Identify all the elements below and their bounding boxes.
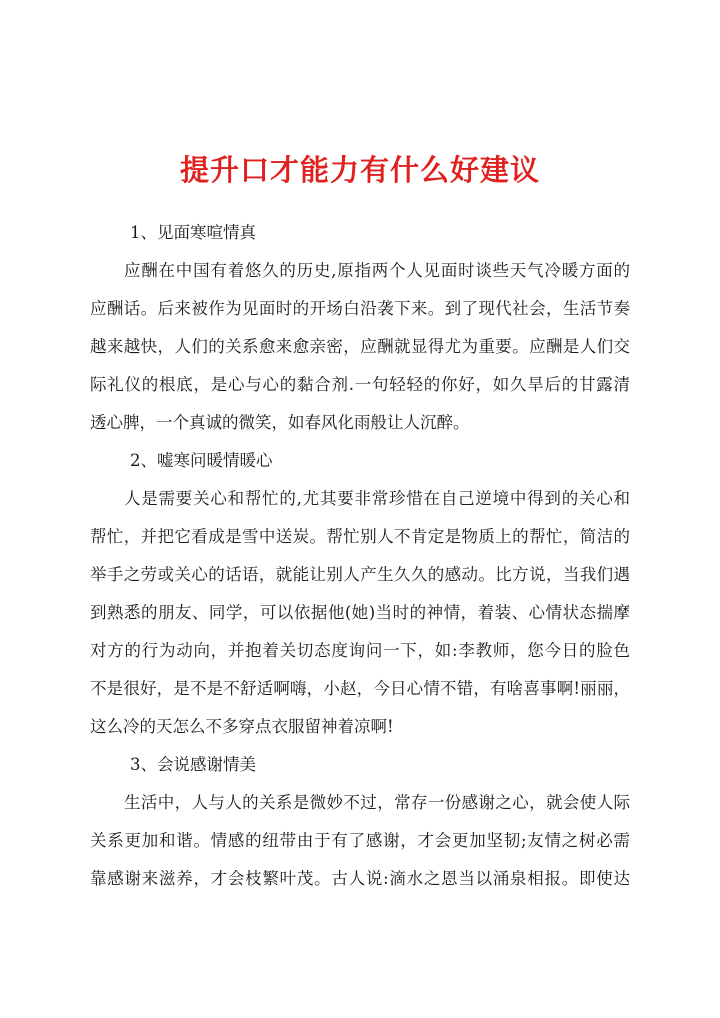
document-title: 提升口才能力有什么好建议 <box>179 153 540 187</box>
paragraph-line: 透心脾，一个真诚的微笑，如春风化雨般让人沉醉。 <box>90 413 470 432</box>
document-body <box>90 214 630 898</box>
paragraph-line: 应酬话。后来被作为见面时的开场白沿袭下来。到了现代社会，生活节奏 <box>90 299 630 318</box>
section-paragraph-2 <box>90 480 630 746</box>
paragraph-line: 生活中，人与人的关系是微妙不过，常存一份感谢之心，就会使人际 <box>124 793 630 812</box>
paragraph-line: 到熟悉的朋友、同学，可以依据他(她)当时的神情，着装、心情状态揣摩 <box>90 603 630 622</box>
section-heading-2: 2、嘘寒问暖情暖心 <box>130 451 273 470</box>
paragraph-line: 不是很好，是不是不舒适啊嗨，小赵，今日心情不错，有啥喜事啊!丽丽， <box>90 679 630 698</box>
paragraph-line: 举手之劳或关心的话语，就能让别人产生久久的感动。比方说，当我们遇 <box>90 565 630 584</box>
section-paragraph-1 <box>90 252 630 442</box>
paragraph-line: 际礼仪的根底，是心与心的黏合剂.一句轻轻的你好，如久旱后的甘露清 <box>90 375 630 394</box>
section-heading-3: 3、会说感谢情美 <box>130 755 256 774</box>
paragraph-line: 帮忙，并把它看成是雪中送炭。帮忙别人不肯定是物质上的帮忙，简洁的 <box>90 527 630 546</box>
section-paragraph-3 <box>90 784 630 898</box>
paragraph-line: 应酬在中国有着悠久的历史,原指两个人见面时谈些天气冷暖方面的 <box>124 261 630 280</box>
paragraph-line: 关系更加和谐。情感的纽带由于有了感谢，才会更加坚韧;友情之树必需 <box>90 831 630 850</box>
paragraph-line: 对方的行为动向，并抱着关切态度询问一下，如:李教师，您今日的脸色 <box>90 641 630 660</box>
section-heading-1: 1、见面寒喧情真 <box>130 223 256 242</box>
paragraph-line: 越来越快，人们的关系愈来愈亲密，应酬就显得尤为重要。应酬是人们交 <box>90 337 630 356</box>
paragraph-line: 这么冷的天怎么不多穿点衣服留神着凉啊! <box>90 717 394 736</box>
paragraph-line: 靠感谢来滋养，才会枝繁叶茂。古人说:滴水之恩当以涌泉相报。即使达 <box>90 869 630 888</box>
paragraph-line: 人是需要关心和帮忙的,尤其要非常珍惜在自己逆境中得到的关心和 <box>124 489 630 508</box>
